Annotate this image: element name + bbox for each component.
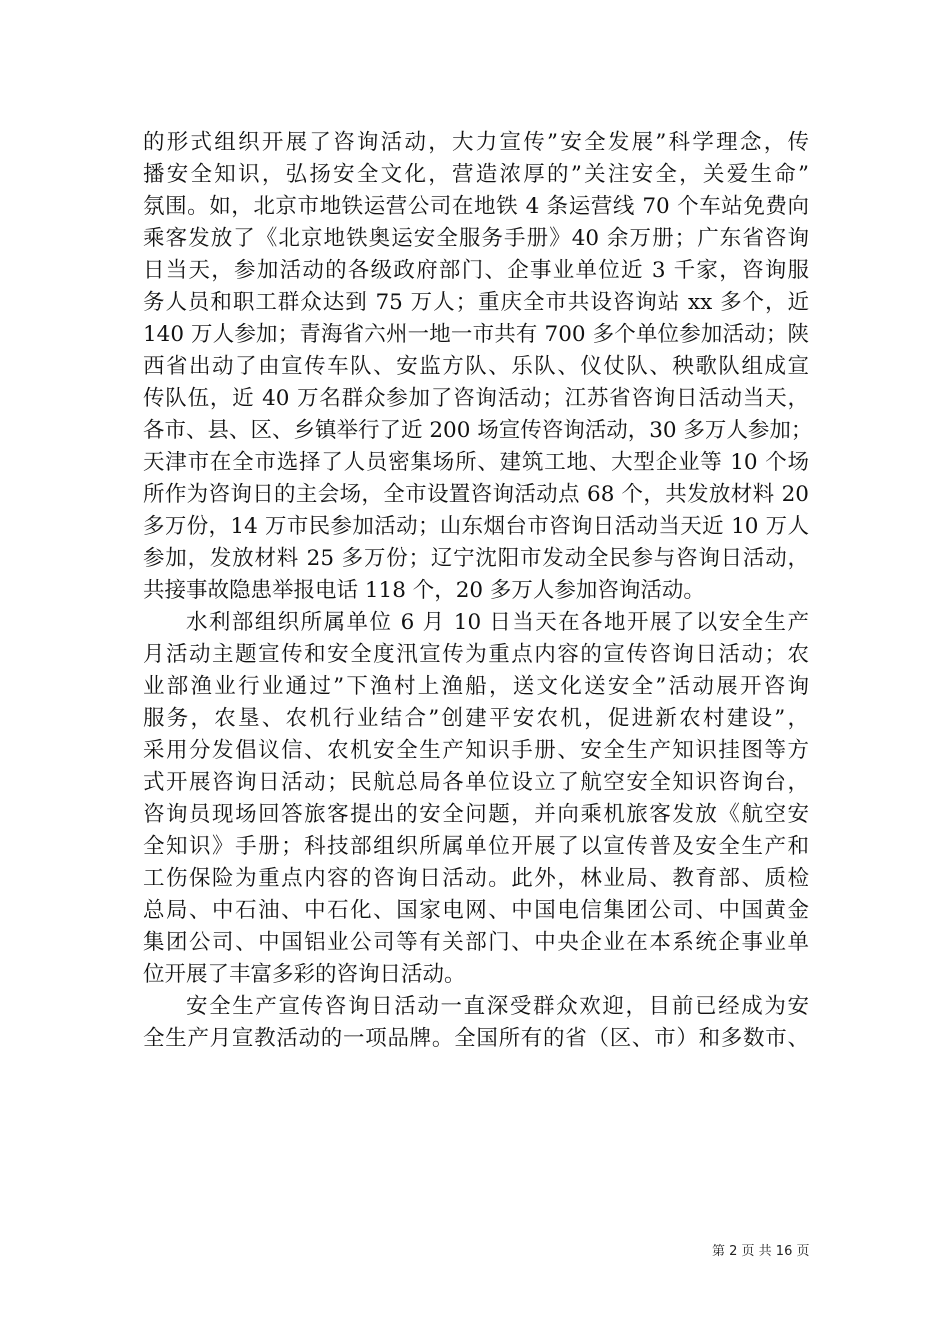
text-line: 位开展了丰富多彩的咨询日活动。: [143, 962, 466, 987]
text-line: 参加，发放材料 25 多万份；辽宁沈阳市发动全民参与咨询日活动，: [143, 546, 809, 571]
text-line: 月活动主题宣传和安全度汛宣传为重点内容的宣传咨询日活动；农: [143, 642, 809, 667]
text-line: 全知识》手册；科技部组织所属单位开展了以宣传普及安全生产和: [143, 834, 809, 859]
text-line: 传队伍，近 40 万名群众参加了咨询活动；江苏省咨询日活动当天，: [143, 386, 809, 411]
text-line: 多万份，14 万市民参加活动；山东烟台市咨询日活动当天近 10 万人: [143, 514, 809, 539]
text-line: 式开展咨询日活动；民航总局各单位设立了航空安全知识咨询台，: [143, 770, 809, 795]
text-line: 咨询员现场回答旅客提出的安全问题，并向乘机旅客发放《航空安: [143, 802, 809, 827]
page-number-footer: 第 2 页 共 16 页: [712, 1244, 810, 1259]
text-line: 工伤保险为重点内容的咨询日活动。此外，林业局、教育部、质检: [143, 866, 809, 891]
text-line: 集团公司、中国铝业公司等有关部门、中央企业在本系统企事业单: [143, 930, 809, 955]
paragraph-first-line: 安全生产宣传咨询日活动一直深受群众欢迎，目前已经成为安: [186, 994, 809, 1019]
text-line: 业部渔业行业通过”下渔村上渔船，送文化送安全”活动展开咨询: [143, 674, 809, 699]
text-line: 采用分发倡议信、农机安全生产知识手册、安全生产知识挂图等方: [143, 738, 809, 763]
text-line: 全生产月宣教活动的一项品牌。全国所有的省（区、市）和多数市、: [143, 1026, 809, 1051]
text-line: 氛围。如，北京市地铁运营公司在地铁 4 条运营线 70 个车站免费向: [143, 194, 809, 219]
text-line: 的形式组织开展了咨询活动，大力宣传”安全发展”科学理念，传: [143, 130, 809, 155]
text-line: 乘客发放了《北京地铁奥运安全服务手册》40 余万册；广东省咨询: [143, 226, 809, 251]
text-line: 所作为咨询日的主会场，全市设置咨询活动点 68 个，共发放材料 20: [143, 482, 809, 507]
text-line: 日当天，参加活动的各级政府部门、企事业单位近 3 千家，咨询服: [143, 258, 809, 283]
text-line: 共接事故隐患举报电话 118 个，20 多万人参加咨询活动。: [143, 578, 705, 603]
text-line: 播安全知识，弘扬安全文化，营造浓厚的”关注安全，关爱生命”: [143, 162, 809, 187]
text-line: 各市、县、区、乡镇举行了近 200 场宣传咨询活动，30 多万人参加；: [143, 418, 813, 443]
text-line: 总局、中石油、中石化、国家电网、中国电信集团公司、中国黄金: [143, 898, 809, 923]
text-line: 西省出动了由宣传车队、安监方队、乐队、仪仗队、秧歌队组成宣: [143, 354, 809, 379]
text-line: 天津市在全市选择了人员密集场所、建筑工地、大型企业等 10 个场: [143, 450, 809, 475]
paragraph-first-line: 水利部组织所属单位 6 月 10 日当天在各地开展了以安全生产: [186, 610, 809, 635]
text-line: 服务，农垦、农机行业结合”创建平安农机，促进新农村建设”，: [143, 706, 809, 731]
body-text: [143, 127, 813, 1055]
text-line: 务人员和职工群众达到 75 万人；重庆全市共设咨询站 xx 多个，近: [143, 290, 809, 315]
text-line: 140 万人参加；青海省六州一地一市共有 700 多个单位参加活动；陕: [143, 322, 809, 347]
